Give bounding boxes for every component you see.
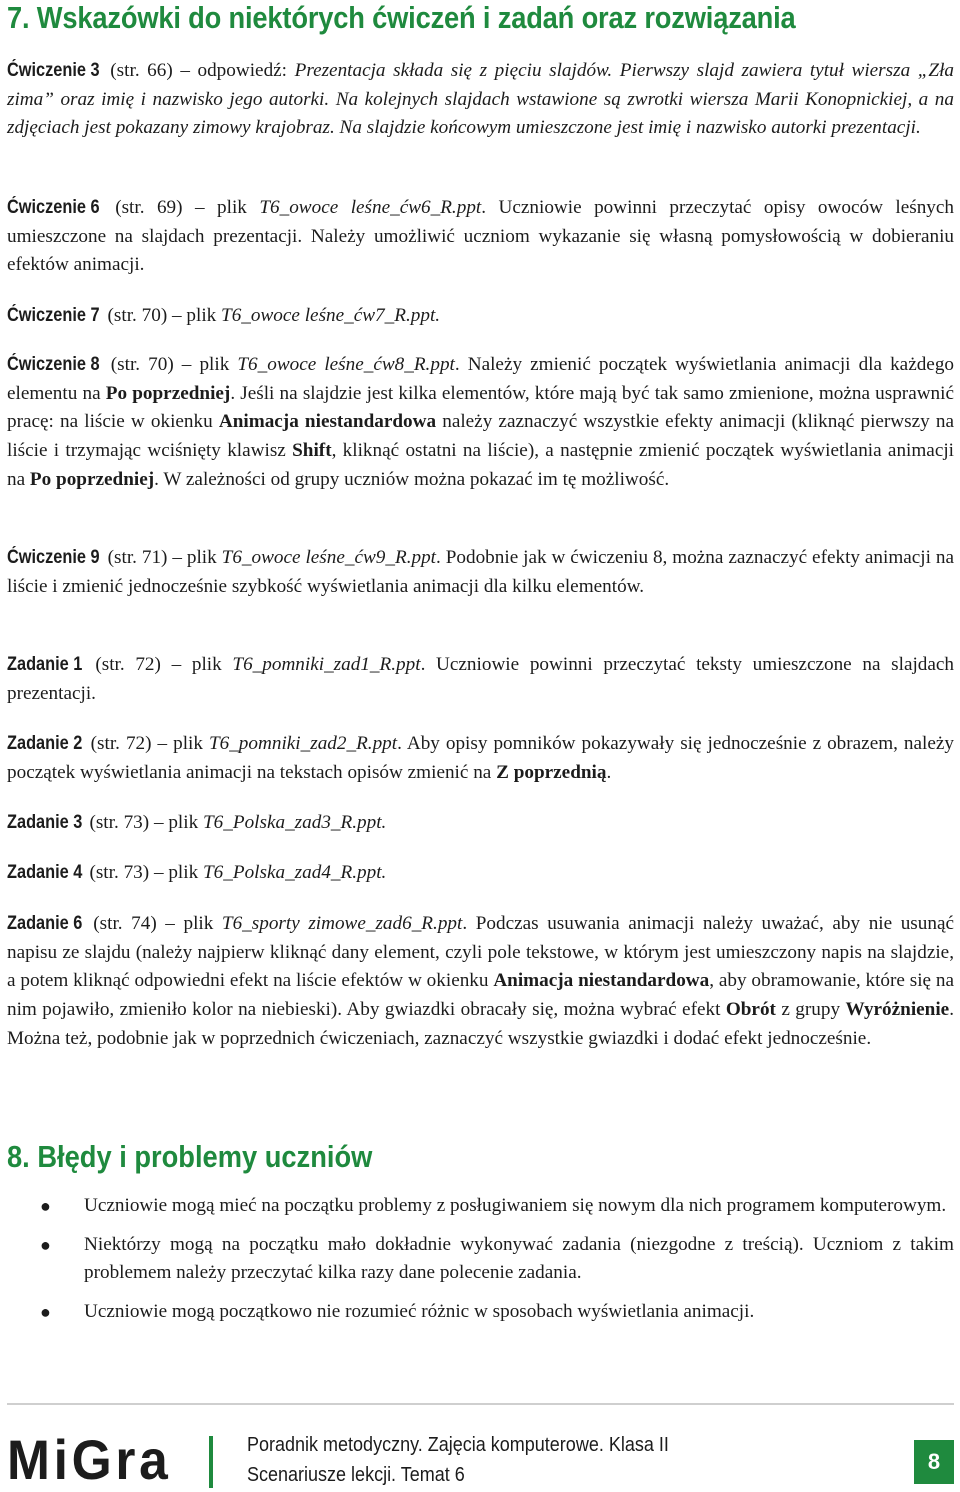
task-6: [7, 910, 954, 1054]
list-item: [7, 1231, 954, 1288]
exercise-6: [7, 194, 954, 280]
exercise-label: Ćwiczenie 8: [7, 354, 100, 375]
exercise-text: . Jeśli na slajdzie jest kilka elementów, które mają być tak samo zmienione, można usprawnić pracę: na liście w okienku: [7, 382, 955, 433]
exercise-text: . Należy zmienić początek wyświetlania animacji dla każdego elementu na: [7, 354, 955, 404]
exercise-label: Ćwiczenie 3: [7, 60, 100, 81]
task-text: z grupy: [775, 999, 846, 1021]
bold-term: Po poprzedniej: [105, 382, 231, 404]
exercise-label: Ćwiczenie 6: [7, 197, 100, 218]
task-text: . Podczas usuwania animacji należy uważać, aby nie usunąć napisu ze slajdu (należy najpierw kliknąć dany element, czyli pole tekstowe, w którym jest umieszczony napis na slajdzie, a potem kliknąć odpowiedni efekt na liście efektów w okienku: [7, 913, 954, 992]
list-item-text: Niektórzy mogą na początku mało dokładnie wykonywać zadania (niezgodne z treścią). Uczniom z takim problemem należy przeczytać kilka razy dane polecenie zadania.: [84, 1233, 954, 1284]
task-4: [7, 859, 954, 888]
exercise-ref: (str. 70) – plik: [110, 354, 238, 375]
exercise-3: [7, 57, 954, 143]
bullet-icon: ●: [40, 1196, 51, 1216]
file-name: T6_owoce leśne_ćw8_R.ppt: [237, 354, 455, 375]
exercise-text: , kliknąć ostatni na liście), a następnie zmienić początek wyświetlania animacji na: [7, 440, 954, 490]
task-label: Zadanie 4: [7, 862, 83, 883]
task-ref: (str. 72) – plik: [95, 654, 233, 675]
footer-divider: [7, 1403, 954, 1405]
exercise-label: Ćwiczenie 7: [7, 305, 100, 326]
task-ref: (str. 74) – plik: [93, 913, 222, 934]
page-number: 8: [914, 1440, 954, 1484]
footer-separator: [209, 1436, 213, 1488]
file-name: T6_Polska_zad4_R.ppt.: [202, 862, 387, 883]
exercise-text: . Podobnie jak w ćwiczeniu 8, można zaznaczyć efekty animacji na liście i zmienić jednocześnie szybkość wyświetlania animacji dla kilku elementów.: [7, 547, 954, 597]
section-8-heading: 8. Błędy i problemy uczniów: [7, 1139, 373, 1174]
list-item-text: Uczniowie mogą początkowo nie rozumieć różnic w sposobach wyświetlania animacji.: [84, 1301, 755, 1323]
problems-list: [7, 1192, 954, 1337]
task-ref: (str. 73) – plik: [89, 812, 203, 833]
bullet-icon: ●: [40, 1302, 51, 1323]
task-ref: (str. 72) – plik: [90, 733, 209, 754]
footer-subtitle: Scenariusze lekcji. Temat 6: [247, 1464, 465, 1486]
task-text: . Można też, podobnie jak w poprzednich ćwiczeniach, zaznaczyć wszystkie gwiazdki i dodać efekt jednocześnie.: [7, 999, 954, 1049]
file-name: T6_owoce leśne_ćw9_R.ppt: [221, 547, 437, 568]
list-item-text: Uczniowie mogą mieć na początku problemy z posługiwaniem się nowym dla nich programem komputerowym.: [84, 1195, 947, 1216]
exercise-text: . W zależności od grupy uczniów można pokazać im tę możliwość.: [154, 468, 670, 490]
exercise-ref: (str. 70) – plik: [107, 305, 222, 326]
exercise-text: . Uczniowie powinni przeczytać opisy owoców leśnych umieszczone na slajdach prezentacji. Należy umożliwić uczniom wykazanie się własną pomysłowością w dobieraniu efektów animacji.: [7, 197, 955, 276]
file-name: T6_Polska_zad3_R.ppt.: [202, 812, 387, 833]
file-name: T6_owoce leśne_ćw6_R.ppt: [259, 197, 482, 218]
exercise-8: [7, 351, 954, 495]
task-ref: (str. 73) – plik: [89, 862, 203, 883]
migra-logo: MiGra: [7, 1428, 172, 1491]
exercise-9: [7, 544, 954, 601]
bold-term: Obrót: [725, 999, 776, 1021]
task-text: , aby obramowanie, które się na nim pojawiło, zmieniło kolor na niebieski). Aby gwiazdki obracały się, można wybrać efekt: [7, 970, 955, 1021]
exercise-ref: (str. 69) – plik: [115, 197, 260, 218]
task-label: Zadanie 3: [7, 812, 83, 833]
exercise-ref: (str. 71) – plik: [107, 547, 222, 568]
task-label: Zadanie 1: [7, 654, 83, 675]
task-3: [7, 809, 954, 838]
bold-term: Wyróżnienie: [845, 999, 950, 1021]
section-7-heading: 7. Wskazówki do niektórych ćwiczeń i zadań oraz rozwiązania: [7, 0, 796, 35]
task-text: .: [606, 761, 612, 783]
exercise-answer: Prezentacja składa się z pięciu slajdów. Pierwszy slajd zawiera tytuł wiersza „Zła zima” oraz imię i nazwisko jego autorki. Na kolejnych slajdach wstawione są zwrotki wiersza Marii Konopnickiej, a na zdjęciach jest pokazany zimowy krajobraz. Na slajdzie końcowym umieszczone jest imię i nazwisko autorki prezentacji.: [7, 60, 955, 139]
exercise-7: [7, 302, 954, 331]
exercise-label: Ćwiczenie 9: [7, 547, 100, 568]
task-label: Zadanie 2: [7, 733, 83, 754]
file-name: T6_owoce leśne_ćw7_R.ppt.: [221, 305, 441, 326]
bold-term: Animacja niestandardowa: [493, 970, 710, 992]
task-text: . Uczniowie powinni przeczytać teksty umieszczone na slajdach prezentacji.: [7, 654, 955, 704]
list-item: [7, 1298, 954, 1327]
task-2: [7, 730, 954, 787]
bold-term: Po poprzedniej: [29, 468, 155, 490]
exercise-text: należy zaznaczyć wszystkie efekty animacji (kliknąć pierwszy na liście i trzymając wciśnięty klawisz: [7, 411, 954, 462]
file-name: T6_pomniki_zad1_R.ppt: [232, 654, 421, 675]
file-name: T6_sporty zimowe_zad6_R.ppt: [221, 913, 463, 934]
bold-term: Animacja niestandardowa: [218, 411, 437, 433]
exercise-ref: (str. 66) – odpowiedź:: [110, 60, 295, 81]
file-name: T6_pomniki_zad2_R.ppt: [208, 733, 398, 754]
bold-term: Shift: [292, 440, 332, 462]
task-1: [7, 651, 954, 708]
task-label: Zadanie 6: [7, 913, 83, 934]
task-text: . Aby opisy pomników pokazywały się jednocześnie z obrazem, należy początek wyświetlania animacji na tekstach opisów zmienić na: [7, 733, 954, 783]
bold-term: Z poprzednią: [496, 761, 607, 783]
list-item: [7, 1192, 954, 1221]
footer-title: Poradnik metodyczny. Zajęcia komputerowe. Klasa II: [247, 1434, 669, 1456]
bullet-icon: ●: [40, 1234, 51, 1255]
